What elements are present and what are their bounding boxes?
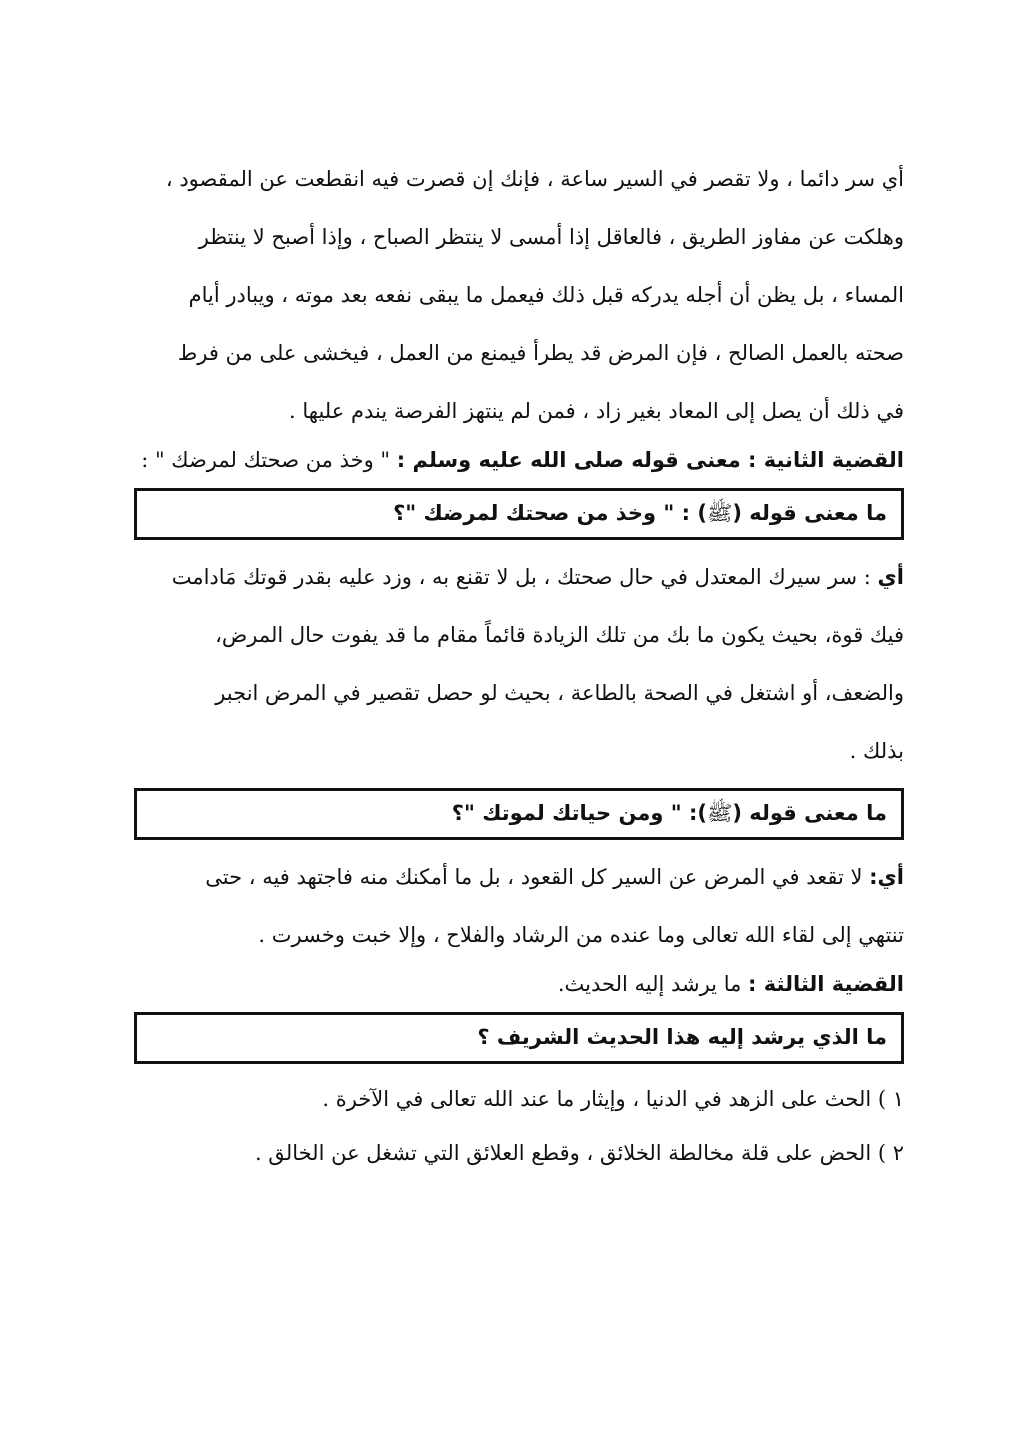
question-box-three <box>134 1012 904 1064</box>
answer-two-paragraph <box>134 848 904 964</box>
intro-line: في ذلك أن يصل إلى المعاد بغير زاد ، فمن لم ينتهز الفرصة يندم عليها . <box>289 399 904 423</box>
answer-two-text: لا تقعد في المرض عن السير كل القعود ، بل ما أمكنك منه فاجتهد فيه ، حتى <box>205 865 863 889</box>
question-one-quote: " وخذ من صحتك لمرضك "؟ <box>393 501 675 525</box>
question-box-two <box>134 788 904 840</box>
issue-three-heading <box>134 964 904 1004</box>
question-two-prefix: ما معنى قوله ( <box>732 801 887 825</box>
answer-one-line: والضعف، أو اشتغل في الصحة بالطاعة ، بحيث لو حصل تقصير في المرض انجبر <box>215 681 904 705</box>
salla-symbol: ﷺ <box>706 501 733 525</box>
question-three-text: ما الذي يرشد إليه هذا الحديث الشريف ؟ <box>477 1025 887 1049</box>
issue-three-text: ما يرشد إليه الحديث. <box>557 972 742 996</box>
salla-symbol: ﷺ <box>706 801 733 825</box>
answer-two-lead: أي: <box>869 865 904 889</box>
intro-line: المساء ، بل يظن أن أجله يدركه قبل ذلك فيعمل ما يبقى نفعه بعد موته ، ويبادر أيام <box>188 283 904 307</box>
question-one-suffix: ) : <box>681 501 707 525</box>
answer-one-lead: أي <box>877 565 904 589</box>
issue-three-label: القضية الثالثة : <box>748 972 904 996</box>
intro-paragraph <box>134 150 904 440</box>
answer-one-line: بذلك . <box>849 739 904 763</box>
intro-line: وهلكت عن مفاوز الطريق ، فالعاقل إذا أمسى لا ينتظر الصباح ، وإذا أصبح لا ينتظر <box>198 225 904 249</box>
intro-line: أي سر دائما ، ولا تقصر في السير ساعة ، فإنك إن قصرت فيه انقطعت عن المقصود ، <box>165 167 904 191</box>
intro-line: صحته بالعمل الصالح ، فإن المرض قد يطرأ فيمنع من العمل ، فيخشى على من فرط <box>177 341 904 365</box>
answer-one-line <box>134 548 904 606</box>
answer-two-line: تنتهي إلى لقاء الله تعالى وما عنده من الرشاد والفلاح ، وإلا خبت وخسرت . <box>258 923 904 947</box>
answer-two-line <box>134 848 904 906</box>
issue-two-label: القضية الثانية : معنى قوله صلى الله عليه وسلم : <box>396 448 904 472</box>
question-box-one <box>134 488 904 540</box>
list-item: ٢ ) الحض على قلة مخالطة الخلائق ، وقطع العلائق التي تشغل عن الخالق . <box>254 1141 904 1165</box>
list-item: ١ ) الحث على الزهد في الدنيا ، وإيثار ما عند الله تعالى في الآخرة . <box>322 1087 904 1111</box>
issue-two-heading <box>134 440 904 480</box>
guidance-list <box>134 1072 904 1180</box>
question-one-prefix: ما معنى قوله ( <box>732 501 887 525</box>
issue-two-quote: " وخذ من صحتك لمرضك " : <box>141 448 391 472</box>
answer-one-paragraph <box>134 548 904 780</box>
document-page <box>134 150 904 1180</box>
answer-one-line: فيك قوة، بحيث يكون ما بك من تلك الزيادة قائماً مقام ما قد يفوت حال المرض، <box>215 623 904 647</box>
answer-one-text: : سر سيرك المعتدل في حال صحتك ، بل لا تقنع به ، وزد عليه بقدر قوتك مَادامت <box>171 565 871 589</box>
question-two-suffix: ): <box>688 801 707 825</box>
question-two-quote: " ومن حياتك لموتك "؟ <box>451 801 682 825</box>
